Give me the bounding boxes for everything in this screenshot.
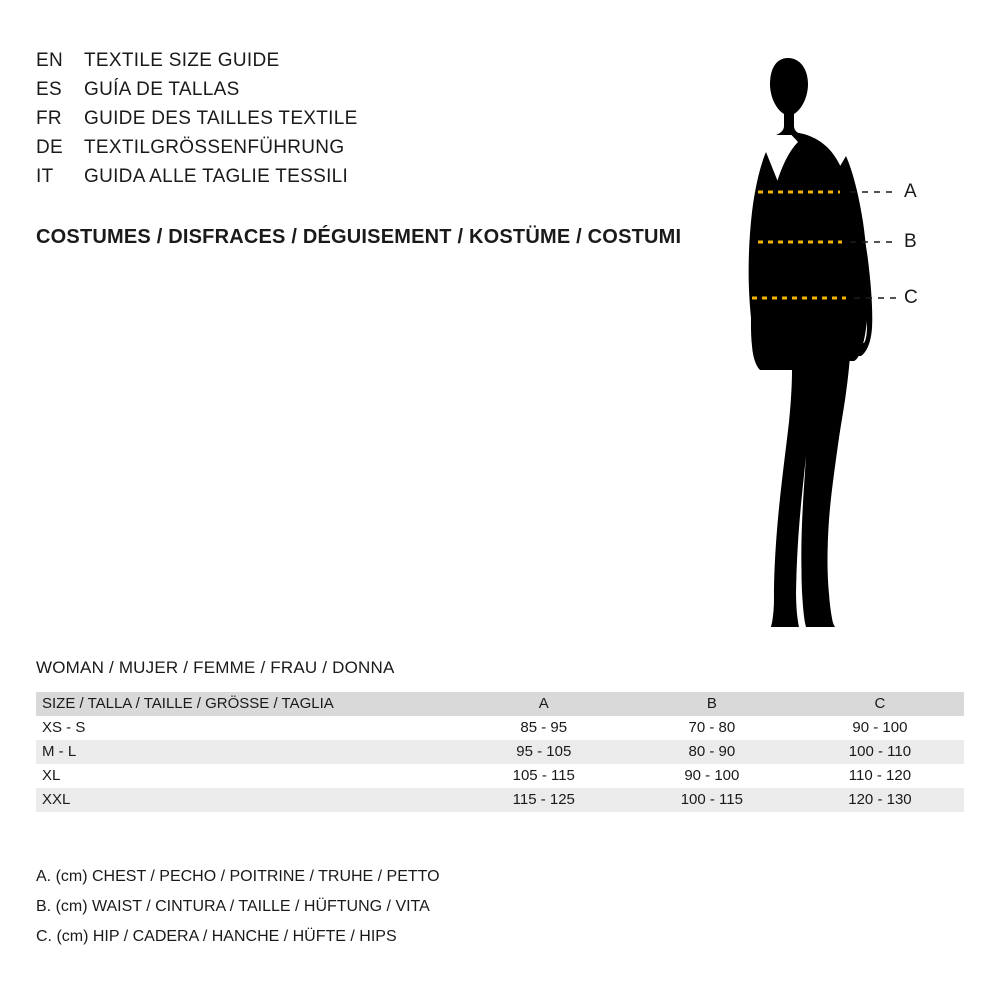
language-row <box>36 137 676 166</box>
table-row <box>36 716 964 740</box>
row-value-a: 85 - 95 <box>460 716 628 740</box>
measure-label-b: B <box>904 231 917 252</box>
language-row <box>36 50 676 79</box>
language-text: TEXTILGRÖSSENFÜHRUNG <box>84 137 345 158</box>
language-row <box>36 79 676 108</box>
note-waist: B. (cm) WAIST / CINTURA / TAILLE / HÜFTUNG / VITA <box>36 898 430 915</box>
row-value-b: 80 - 90 <box>628 740 796 764</box>
row-size: XXL <box>36 788 460 812</box>
table-header-a: A <box>460 692 628 716</box>
table-header-size: SIZE / TALLA / TAILLE / GRÖSSE / TAGLIA <box>36 692 460 716</box>
row-value-a: 95 - 105 <box>460 740 628 764</box>
table-caption: WOMAN / MUJER / FEMME / FRAU / DONNA <box>36 658 395 677</box>
table-body <box>36 716 964 812</box>
row-value-b: 90 - 100 <box>628 764 796 788</box>
language-text: GUIDA ALLE TAGLIE TESSILI <box>84 166 349 187</box>
row-size: XL <box>36 764 460 788</box>
measure-label-c: C <box>904 287 918 308</box>
table-row <box>36 788 964 812</box>
size-table <box>36 692 964 812</box>
row-value-c: 90 - 100 <box>796 716 964 740</box>
measure-label-a: A <box>904 181 917 202</box>
table-row <box>36 764 964 788</box>
row-value-b: 100 - 115 <box>628 788 796 812</box>
table-row <box>36 740 964 764</box>
row-value-a: 105 - 115 <box>460 764 628 788</box>
table-header-c: C <box>796 692 964 716</box>
table-header-b: B <box>628 692 796 716</box>
language-code: IT <box>36 166 54 187</box>
row-value-b: 70 - 80 <box>628 716 796 740</box>
language-code: FR <box>36 108 62 129</box>
row-value-c: 100 - 110 <box>796 740 964 764</box>
note-hip: C. (cm) HIP / CADERA / HANCHE / HÜFTE / HIPS <box>36 928 397 945</box>
language-text: GUIDE DES TAILLES TEXTILE <box>84 108 358 129</box>
note-chest: A. (cm) CHEST / PECHO / POITRINE / TRUHE / PETTO <box>36 868 440 885</box>
language-row <box>36 166 676 195</box>
row-size: M - L <box>36 740 460 764</box>
costumes-heading: COSTUMES / DISFRACES / DÉGUISEMENT / KOSTÜME / COSTUMI <box>36 226 682 248</box>
language-code: DE <box>36 137 63 158</box>
row-value-c: 120 - 130 <box>796 788 964 812</box>
language-text: TEXTILE SIZE GUIDE <box>84 50 280 71</box>
language-list <box>36 50 676 195</box>
language-row <box>36 108 676 137</box>
measurement-lines <box>700 40 960 630</box>
row-value-c: 110 - 120 <box>796 764 964 788</box>
table-header-row <box>36 692 964 716</box>
female-figure-diagram <box>700 40 960 630</box>
language-text: GUÍA DE TALLAS <box>84 79 240 100</box>
language-code: ES <box>36 79 62 100</box>
table-header <box>36 692 964 716</box>
row-size: XS - S <box>36 716 460 740</box>
row-value-a: 115 - 125 <box>460 788 628 812</box>
language-code: EN <box>36 50 63 71</box>
measurement-notes <box>36 862 440 952</box>
